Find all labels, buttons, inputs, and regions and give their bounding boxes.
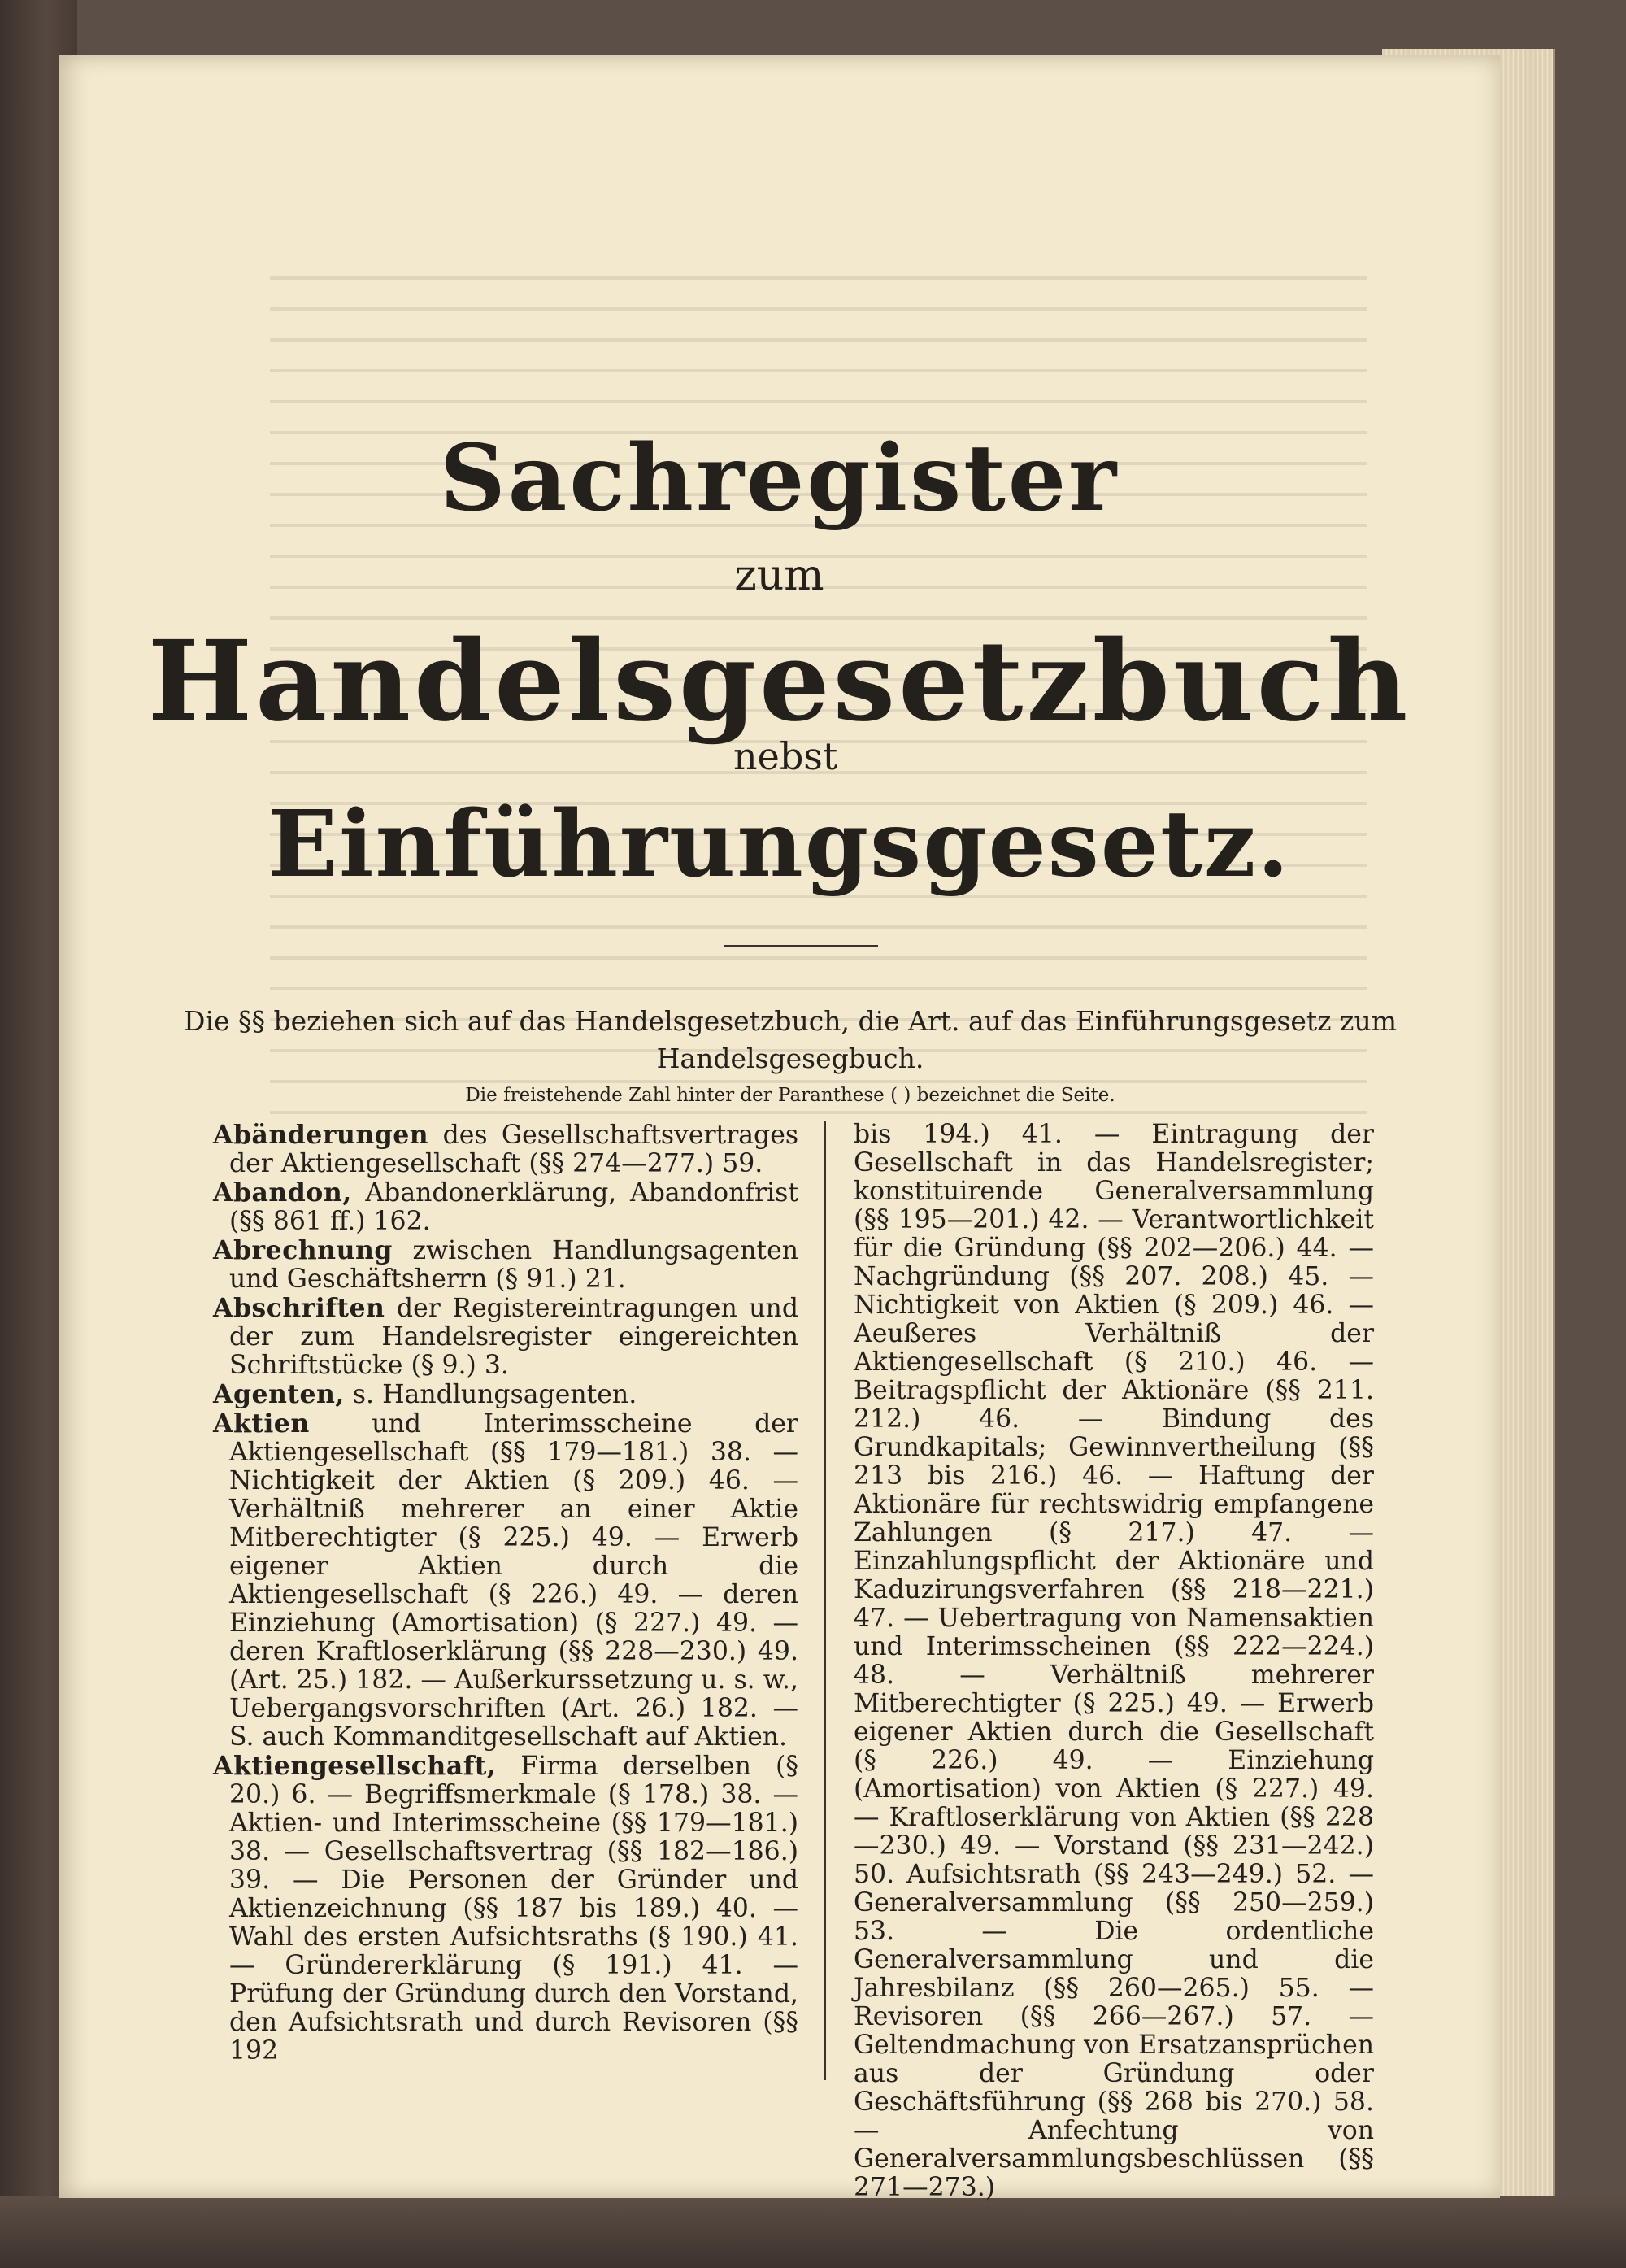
entry-heading: Aktien: [213, 1408, 310, 1439]
title-zum: zum: [734, 551, 824, 600]
entry-heading: Agenten,: [213, 1379, 345, 1409]
title-sachregister: Sachregister: [439, 425, 1120, 532]
entry-heading: Abschriften: [213, 1293, 385, 1323]
index-entry: [213, 1294, 798, 1380]
entry-text: zwischen Handlungsagenten und Geschäftsherrn (§ 91.) 21.: [229, 1236, 798, 1294]
entry-text: des Gesellschaftsvertrages der Aktiengesellschaft (§§ 274—277.) 59.: [229, 1121, 798, 1178]
index-entry: [213, 1752, 798, 2066]
index-entry: [213, 1178, 798, 1236]
intro-page-note: Die freistehende Zahl hinter der Paranthese ( ) bezeichnet die Seite.: [465, 1085, 1115, 1106]
book-page: [59, 55, 1500, 2202]
index-column-left: [213, 1121, 798, 2066]
entry-heading: Aktiengesellschaft,: [213, 1751, 497, 1781]
title-rule: [724, 945, 878, 947]
entry-text: und Interimsscheine der Aktiengesellschaft (§§ 179—181.) 38. — Nichtigkeit der Aktien (§ 209.) 46. — Verhältniß mehrerer an einer Aktie Mitberechtigter (§ 225.) 49. — Erwerb eigener Aktien durch die Aktiengesellschaft (§ 226.) 49. — deren Einziehung (Amortisation) (§ 227.) 49. — deren Kraftloserklärung (§§ 228—230.) 49. (Art. 25.) 182. — Außerkurssetzung u. s. w., Uebergangsvorschriften (Art. 26.) 182. — S. auch Kommanditgesellschaft auf Aktien.: [229, 1409, 798, 1752]
entry-text: Firma derselben (§ 20.) 6. — Begriffsmerkmale (§ 178.) 38. — Aktien- und Interimsscheine (§§ 179—181.) 38. — Gesellschaftsvertrag (§§ 182—186.) 39. — Die Personen der Gründer und Aktienzeichnung (§§ 187 bis 189.) 40. — Wahl des ersten Aufsichtsraths (§ 190.) 41. — Gründererklärung (§ 191.) 41. — Prüfung der Gründung durch den Vorstand, den Aufsichtsrath und durch Revisoren (§§ 192: [229, 1752, 798, 2066]
entry-text: Abandonerklärung, Abandonfrist (§§ 861 ff.) 162.: [229, 1178, 798, 1236]
title-nebst: nebst: [733, 734, 838, 778]
entry-heading: Abandon,: [213, 1178, 352, 1208]
intro-note: Die §§ beziehen sich auf das Handelsgesetzbuch, die Art. auf das Einführungsgesetz zum Handelsgesegbuch.: [184, 1005, 1397, 1074]
index-entry: [213, 1380, 798, 1409]
entry-heading: Abänderungen: [213, 1120, 429, 1150]
index-entry: [213, 1121, 798, 1178]
index-entry: [213, 1236, 798, 1294]
title-handelsgesetzbuch: Handelsgesetzbuch: [147, 616, 1411, 747]
index-column-right: [854, 1121, 1374, 2202]
book-cover-bottom: [0, 2196, 1626, 2268]
column-divider: [824, 1121, 826, 2080]
title-einfuehrungsgesetz: Einführungsgesetz.: [267, 791, 1291, 898]
entry-text: der Registereintragungen und der zum Handelsregister eingereichten Schriftstücke (§ 9.) 3.: [229, 1294, 798, 1380]
entry-heading: Abrechnung: [213, 1235, 393, 1265]
entry-text: s. Handlungsagenten.: [344, 1380, 637, 1409]
index-entry: [213, 1409, 798, 1752]
entry-continuation: bis 194.) 41. — Eintragung der Gesellschaft in das Handelsregister; konstituirende Generalversammlung (§§ 195—201.) 42. — Verantwortlichkeit für die Gründung (§§ 202—206.) 44. — Nachgründung (§§ 207. 208.) 45. — Nichtigkeit von Aktien (§ 209.) 46. — Aeußeres Verhältniß der Aktiengesellschaft (§ 210.) 46. — Beitragspflicht der Aktionäre (§§ 211. 212.) 46. — Bindung des Grundkapitals; Gewinnvertheilung (§§ 213 bis 216.) 46. — Haftung der Aktionäre für rechtswidrig empfangene Zahlungen (§ 217.) 47. — Einzahlungspflicht der Aktionäre und Kaduzirungsverfahren (§§ 218—221.) 47. — Uebertragung von Namensaktien und Interimsscheinen (§§ 222—224.) 48. — Verhältniß mehrerer Mitberechtigter (§ 225.) 49. — Erwerb eigener Aktien durch die Gesellschaft (§ 226.) 49. — Einziehung (Amortisation) von Aktien (§ 227.) 49. — Kraftloserklärung von Aktien (§§ 228—230.) 49. — Vorstand (§§ 231—242.) 50. Aufsichtsrath (§§ 243—249.) 52. — Generalversammlung (§§ 250—259.) 53. — Die ordentliche Generalversammlung und die Jahresbilanz (§§ 260—265.) 55. — Revisoren (§§ 266—267.) 57. — Geltendmachung von Ersatzansprüchen aus der Gründung oder Geschäftsführung (§§ 268 bis 270.) 58. — Anfechtung von Generalversammlungsbeschlüssen (§§ 271—273.): [854, 1120, 1374, 2202]
